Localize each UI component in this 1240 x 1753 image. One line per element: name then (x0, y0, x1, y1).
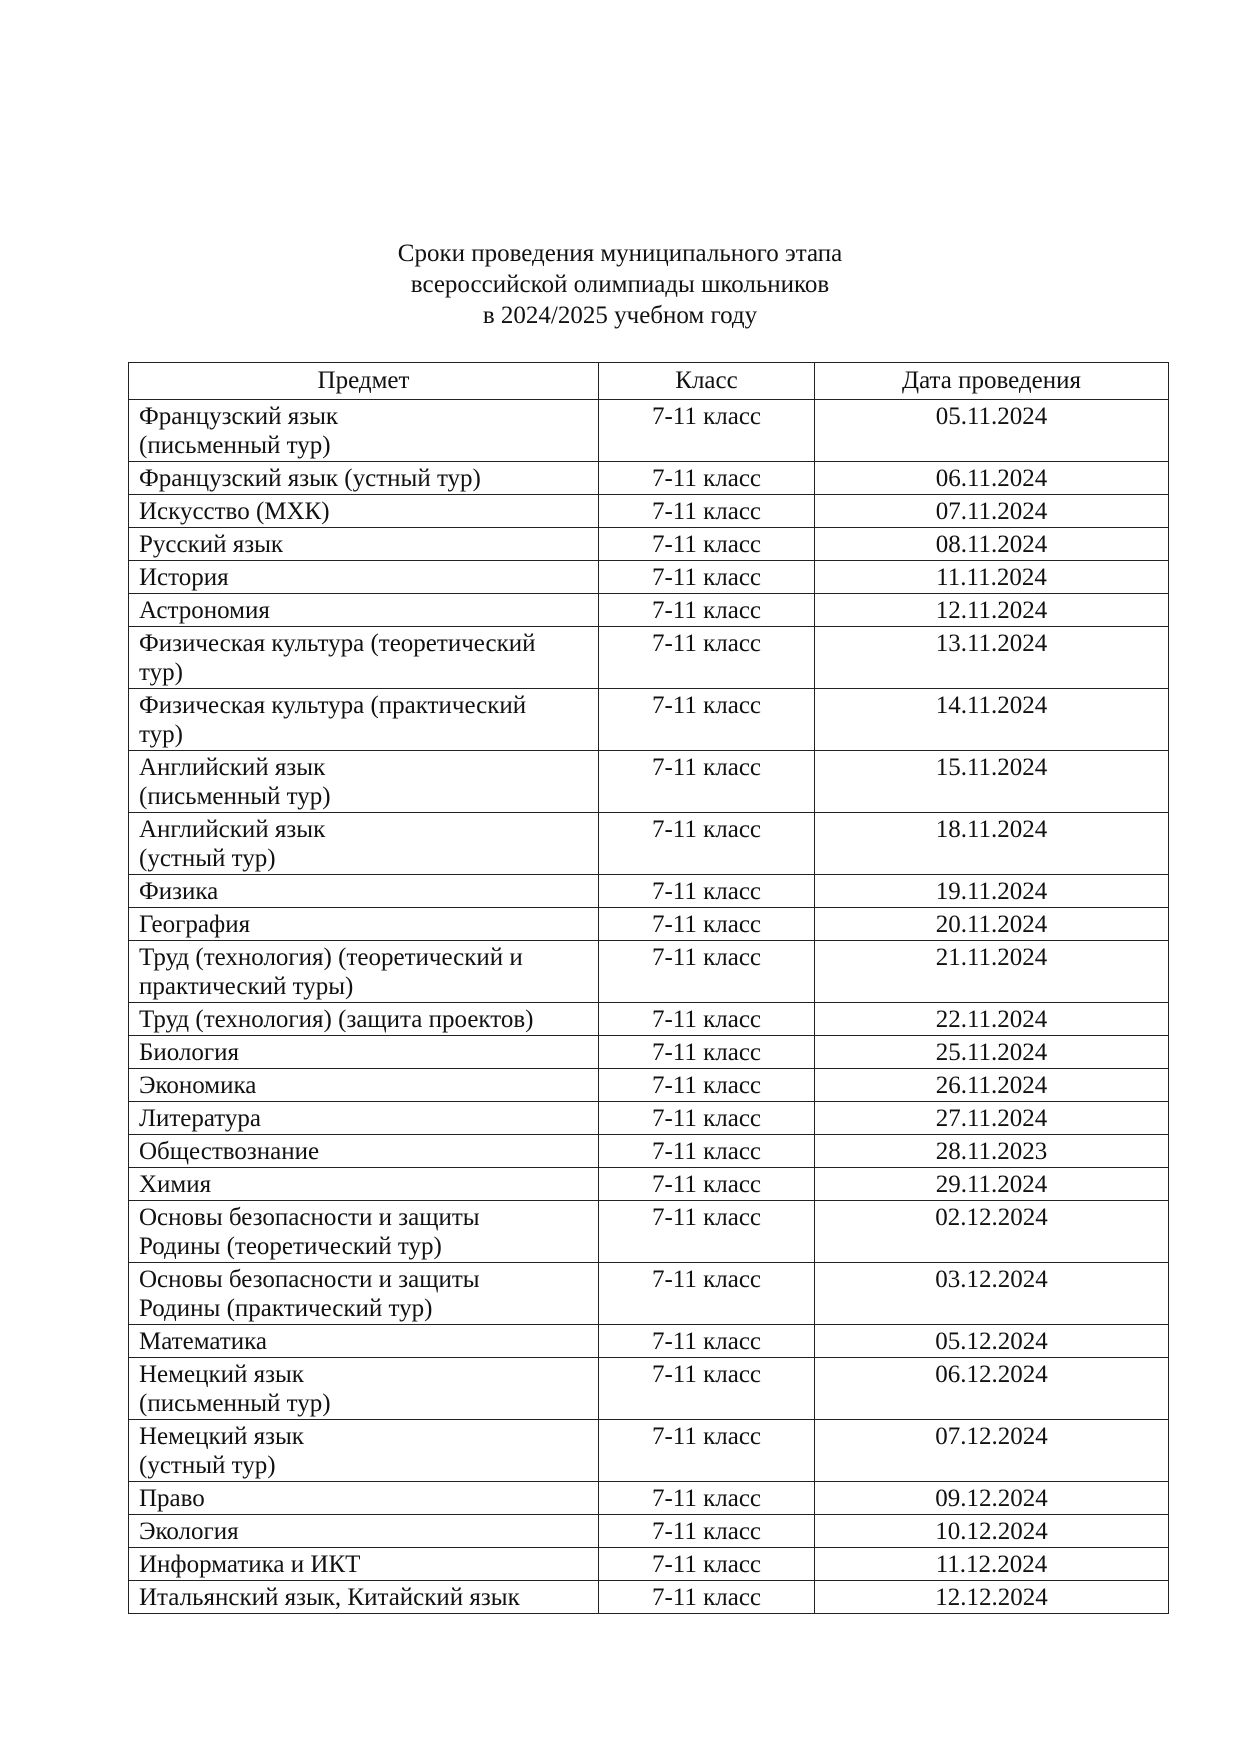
table-row (129, 594, 1169, 627)
class-cell: 7-11 класс (599, 1036, 815, 1069)
table-row (129, 528, 1169, 561)
class-cell: 7-11 класс (599, 627, 815, 689)
date-cell: 05.12.2024 (815, 1325, 1169, 1358)
subject-cell: Труд (технология) (теоретический и практический туры) (129, 941, 599, 1003)
date-cell: 09.12.2024 (815, 1482, 1169, 1515)
title-line-2: всероссийской олимпиады школьников (410, 271, 830, 298)
subject-cell: Труд (технология) (защита проектов) (129, 1003, 599, 1036)
table-row (129, 813, 1169, 875)
date-cell: 15.11.2024 (815, 751, 1169, 813)
class-cell: 7-11 класс (599, 594, 815, 627)
subject-cell: Немецкий язык (устный тур) (129, 1420, 599, 1482)
date-cell: 21.11.2024 (815, 941, 1169, 1003)
class-cell: 7-11 класс (599, 462, 815, 495)
class-cell: 7-11 класс (599, 875, 815, 908)
class-cell: 7-11 класс (599, 561, 815, 594)
date-cell: 05.11.2024 (815, 400, 1169, 462)
subject-cell: Обществознание (129, 1135, 599, 1168)
table-row (129, 1102, 1169, 1135)
table-row (129, 1201, 1169, 1263)
table-row (129, 1168, 1169, 1201)
date-cell: 22.11.2024 (815, 1003, 1169, 1036)
subject-cell: Итальянский язык, Китайский язык (129, 1581, 599, 1614)
header-subject: Предмет (129, 363, 599, 400)
subject-cell: Право (129, 1482, 599, 1515)
class-cell: 7-11 класс (599, 1069, 815, 1102)
class-cell: 7-11 класс (599, 1358, 815, 1420)
subject-cell: Русский язык (129, 528, 599, 561)
table-row (129, 941, 1169, 1003)
date-cell: 26.11.2024 (815, 1069, 1169, 1102)
class-cell: 7-11 класс (599, 813, 815, 875)
table-body (129, 400, 1169, 1614)
date-cell: 11.11.2024 (815, 561, 1169, 594)
date-cell: 12.12.2024 (815, 1581, 1169, 1614)
table-row (129, 1515, 1169, 1548)
table-row (129, 1358, 1169, 1420)
class-cell: 7-11 класс (599, 1325, 815, 1358)
table-row (129, 1325, 1169, 1358)
subject-cell: Экономика (129, 1069, 599, 1102)
table-header-row (129, 363, 1169, 400)
date-cell: 11.12.2024 (815, 1548, 1169, 1581)
class-cell: 7-11 класс (599, 689, 815, 751)
table-row (129, 627, 1169, 689)
subject-cell: Основы безопасности и защиты Родины (практический тур) (129, 1263, 599, 1325)
subject-cell: Биология (129, 1036, 599, 1069)
subject-cell: Французский язык (письменный тур) (129, 400, 599, 462)
class-cell: 7-11 класс (599, 1515, 815, 1548)
class-cell: 7-11 класс (599, 1003, 815, 1036)
class-cell: 7-11 класс (599, 908, 815, 941)
date-cell: 06.11.2024 (815, 462, 1169, 495)
title-line-1: Сроки проведения муниципального этапа (397, 240, 843, 267)
subject-cell: Физическая культура (практический тур) (129, 689, 599, 751)
class-cell: 7-11 класс (599, 528, 815, 561)
class-cell: 7-11 класс (599, 495, 815, 528)
subject-cell: Искусство (МХК) (129, 495, 599, 528)
date-cell: 03.12.2024 (815, 1263, 1169, 1325)
class-cell: 7-11 класс (599, 1201, 815, 1263)
table-row (129, 1036, 1169, 1069)
class-cell: 7-11 класс (599, 1135, 815, 1168)
table-row (129, 1003, 1169, 1036)
date-cell: 14.11.2024 (815, 689, 1169, 751)
date-cell: 28.11.2023 (815, 1135, 1169, 1168)
date-cell: 25.11.2024 (815, 1036, 1169, 1069)
table-row (129, 1581, 1169, 1614)
table-row (129, 908, 1169, 941)
date-cell: 08.11.2024 (815, 528, 1169, 561)
document-title (0, 238, 1240, 331)
date-cell: 27.11.2024 (815, 1102, 1169, 1135)
table-row (129, 689, 1169, 751)
subject-cell: Английский язык (письменный тур) (129, 751, 599, 813)
subject-cell: Английский язык (устный тур) (129, 813, 599, 875)
date-cell: 12.11.2024 (815, 594, 1169, 627)
subject-cell: Основы безопасности и защиты Родины (теоретический тур) (129, 1201, 599, 1263)
subject-cell: Экология (129, 1515, 599, 1548)
subject-cell: Химия (129, 1168, 599, 1201)
subject-cell: Математика (129, 1325, 599, 1358)
olympiad-schedule-table (128, 362, 1169, 1614)
class-cell: 7-11 класс (599, 751, 815, 813)
class-cell: 7-11 класс (599, 1548, 815, 1581)
class-cell: 7-11 класс (599, 1581, 815, 1614)
subject-cell: Физика (129, 875, 599, 908)
date-cell: 19.11.2024 (815, 875, 1169, 908)
class-cell: 7-11 класс (599, 1420, 815, 1482)
subject-cell: Физическая культура (теоретический тур) (129, 627, 599, 689)
table-row (129, 1482, 1169, 1515)
subject-cell: Астрономия (129, 594, 599, 627)
class-cell: 7-11 класс (599, 1482, 815, 1515)
class-cell: 7-11 класс (599, 941, 815, 1003)
table-row (129, 561, 1169, 594)
date-cell: 07.12.2024 (815, 1420, 1169, 1482)
subject-cell: Французский язык (устный тур) (129, 462, 599, 495)
class-cell: 7-11 класс (599, 1102, 815, 1135)
table-row (129, 875, 1169, 908)
class-cell: 7-11 класс (599, 1263, 815, 1325)
table-row (129, 1135, 1169, 1168)
table-row (129, 1548, 1169, 1581)
class-cell: 7-11 класс (599, 1168, 815, 1201)
date-cell: 29.11.2024 (815, 1168, 1169, 1201)
date-cell: 07.11.2024 (815, 495, 1169, 528)
subject-cell: География (129, 908, 599, 941)
date-cell: 10.12.2024 (815, 1515, 1169, 1548)
table-row (129, 495, 1169, 528)
date-cell: 13.11.2024 (815, 627, 1169, 689)
title-line-3: в 2024/2025 учебном году (482, 302, 758, 329)
header-date: Дата проведения (815, 363, 1169, 400)
table-row (129, 462, 1169, 495)
subject-cell: История (129, 561, 599, 594)
header-class: Класс (599, 363, 815, 400)
date-cell: 06.12.2024 (815, 1358, 1169, 1420)
subject-cell: Литература (129, 1102, 599, 1135)
table-row (129, 1263, 1169, 1325)
date-cell: 18.11.2024 (815, 813, 1169, 875)
class-cell: 7-11 класс (599, 400, 815, 462)
subject-cell: Информатика и ИКТ (129, 1548, 599, 1581)
date-cell: 20.11.2024 (815, 908, 1169, 941)
table-row (129, 751, 1169, 813)
table-row (129, 1069, 1169, 1102)
table-row (129, 1420, 1169, 1482)
subject-cell: Немецкий язык (письменный тур) (129, 1358, 599, 1420)
table-row (129, 400, 1169, 462)
date-cell: 02.12.2024 (815, 1201, 1169, 1263)
